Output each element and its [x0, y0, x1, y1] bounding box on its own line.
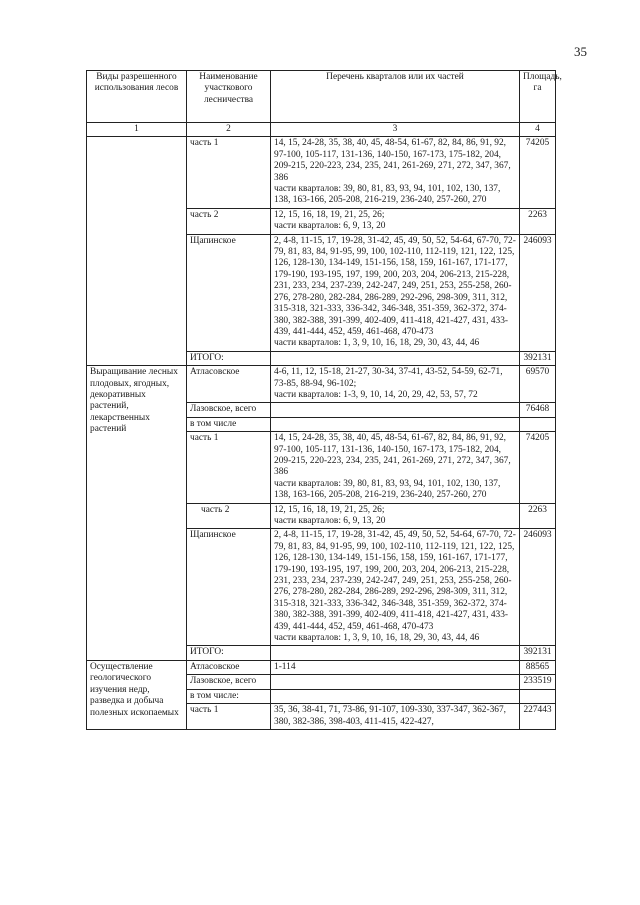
area-value: 74205 [520, 137, 556, 208]
area-value: 76468 [520, 403, 556, 417]
quarters-list: 1-114 [271, 660, 520, 674]
forestry-name: часть 1 [187, 432, 271, 503]
area-value: 233519 [520, 675, 556, 689]
use-type-cell [87, 137, 187, 366]
quarters-cell [271, 503, 520, 529]
empty-cell [271, 689, 520, 703]
empty-cell [271, 417, 520, 431]
quarter-parts: части кварталов: 1-3, 9, 10, 14, 20, 29, 42, 53, 57, 72 [274, 389, 478, 400]
empty-cell [520, 689, 556, 703]
header-use-type: Виды разрешенного использования лесов [87, 71, 187, 123]
quarter-parts: части кварталов: 39, 80, 81, 83, 93, 94, 101, 102, 130, 137, 138, 163-166, 205-208, 216-219, 236-240, 257-260, 270 [274, 184, 501, 206]
header-forestry-name: Наименование участкового лесничества [187, 71, 271, 123]
forestry-name: часть 2 [187, 208, 271, 234]
forestry-name: часть 1 [187, 137, 271, 208]
total-label: ИТОГО: [187, 646, 271, 660]
quarters-cell [271, 234, 520, 351]
forestry-name: Щапинское [187, 234, 271, 351]
area-value: 88565 [520, 660, 556, 674]
table-row [87, 366, 556, 403]
quarters-cell [271, 137, 520, 208]
quarters-cell [271, 208, 520, 234]
empty-cell [271, 351, 520, 365]
empty-cell [271, 675, 520, 689]
quarter-parts: части кварталов: 1, 3, 9, 10, 16, 18, 29, 30, 43, 44, 46 [274, 338, 480, 349]
column-number: 3 [271, 123, 520, 137]
total-label: ИТОГО: [187, 351, 271, 365]
forestry-name: Атласовское [187, 660, 271, 674]
area-value: 74205 [520, 432, 556, 503]
area-value: 69570 [520, 366, 556, 403]
area-value: 246093 [520, 529, 556, 646]
table-row [87, 137, 556, 208]
forestry-name: Атласовское [187, 366, 271, 403]
column-number: 4 [520, 123, 556, 137]
quarters-list: 35, 36, 38-41, 71, 73-86, 91-107, 109-330, 337-347, 362-367, 380, 382-386, 398-403, 411-415, 422-427, [271, 704, 520, 730]
forestry-name: в том числе: [187, 689, 271, 703]
area-value: 2263 [520, 503, 556, 529]
quarters-cell [271, 432, 520, 503]
total-area: 392131 [520, 351, 556, 365]
use-type-cell: Осуществление геологического изучения недр, разведка и добыча полезных ископаемых [87, 660, 187, 729]
area-value: 246093 [520, 234, 556, 351]
quarters-cell [271, 366, 520, 403]
quarters-list: 4-6, 11, 12, 15-18, 21-27, 30-34, 37-41, 43-52, 54-59, 62-71, 73-85, 88-94, 96-102; [274, 367, 503, 389]
forestry-name: часть 1 [187, 704, 271, 730]
column-number: 2 [187, 123, 271, 137]
forest-use-table [86, 70, 562, 730]
header-quarters-list: Перечень кварталов или их частей [271, 71, 520, 123]
page-number: 35 [574, 44, 587, 59]
forestry-name: в том числе [187, 417, 271, 431]
forestry-name: Лазовское, всего [187, 403, 271, 417]
table-row [87, 660, 556, 674]
empty-cell [520, 417, 556, 431]
empty-cell [271, 403, 520, 417]
quarters-list: 14, 15, 24-28, 35, 38, 40, 45, 48-54, 61-67, 82, 84, 86, 91, 92, 97-100, 105-117, 131-136, 140-150, 167-173, 175-182, 204, 209-215, 220-223, 234, 235, 241, 261-269, 271, 272, 347, 367, 386 [274, 433, 511, 478]
quarters-list: 12, 15, 16, 18, 19, 21, 25, 26; [274, 504, 385, 515]
forestry-name: Щапинское [187, 529, 271, 646]
header-area: Площадь, га [520, 71, 556, 123]
quarters-list: 2, 4-8, 11-15, 17, 19-28, 31-42, 45, 49, 50, 52, 54-64, 67-70, 72-79, 81, 83, 84, 91-95, 99, 100, 102-110, 112-119, 121, 122, 125, 126, 128-130, 134-149, 151-156, 158, 159, 161-167, 171-177, 179-190, 193-195, 197, 199, 200, 203, 204, 206-213, 215-228, 231, 233, 234, 237-239, 242-247, 249, 251, 253, 255-258, 260-276, 278-280, 282-284, 286-289, 292-296, 298-309, 311, 312, 315-318, 321-333, 336-342, 346-348, 351-359, 362-372, 374-380, 382-388, 391-399, 402-409, 411-418, 421-427, 431, 433-439, 441-444, 452, 459, 461-468, 470-473 [274, 235, 516, 337]
quarters-list: 14, 15, 24-28, 35, 38, 40, 45, 48-54, 61-67, 82, 84, 86, 91, 92, 97-100, 105-117, 131-136, 140-150, 167-173, 175-182, 204, 209-215, 220-223, 234, 235, 241, 261-269, 271, 272, 347, 367, 386 [274, 138, 511, 183]
quarters-cell [271, 529, 520, 646]
quarters-list: 2, 4-8, 11-15, 17, 19-28, 31-42, 45, 49, 50, 52, 54-64, 67-70, 72-79, 81, 83, 84, 91-95, 99, 100, 102-110, 112-119, 121, 122, 125, 126, 128-130, 134-149, 151-156, 158, 159, 161-167, 171-177, 179-190, 193-195, 197, 199, 200, 203, 204, 206-213, 215-228, 231, 233, 234, 237-239, 242-247, 249, 251, 253, 255-258, 260-276, 278-280, 282-284, 286-289, 292-296, 298-309, 311, 312, 315-318, 321-333, 336-342, 346-348, 351-359, 362-372, 374-380, 382-388, 391-399, 402-409, 411-418, 421-427, 431, 433-439, 441-444, 452, 459, 461-468, 470-473 [274, 530, 516, 632]
empty-cell [271, 646, 520, 660]
forestry-name: Лазовское, всего [187, 675, 271, 689]
area-value: 2263 [520, 208, 556, 234]
quarter-parts: части кварталов: 39, 80, 81, 83, 93, 94, 101, 102, 130, 137, 138, 163-166, 205-208, 216-219, 236-240, 257-260, 270 [274, 478, 501, 501]
total-area: 392131 [520, 646, 556, 660]
quarter-parts: части кварталов: 1, 3, 9, 10, 16, 18, 29, 30, 43, 44, 46 [274, 633, 480, 644]
forestry-name: часть 2 [187, 503, 271, 529]
area-value: 227443 [520, 704, 556, 730]
use-type-cell: Выращивание лесных плодовых, ягодных, декоративных растений, лекарственных растений [87, 366, 187, 661]
quarters-list: 12, 15, 16, 18, 19, 21, 25, 26; [274, 209, 385, 220]
column-number: 1 [87, 123, 187, 137]
quarter-parts: части кварталов: 6, 9, 13, 20 [274, 221, 386, 232]
quarter-parts: части кварталов: 6, 9, 13, 20 [274, 516, 386, 526]
